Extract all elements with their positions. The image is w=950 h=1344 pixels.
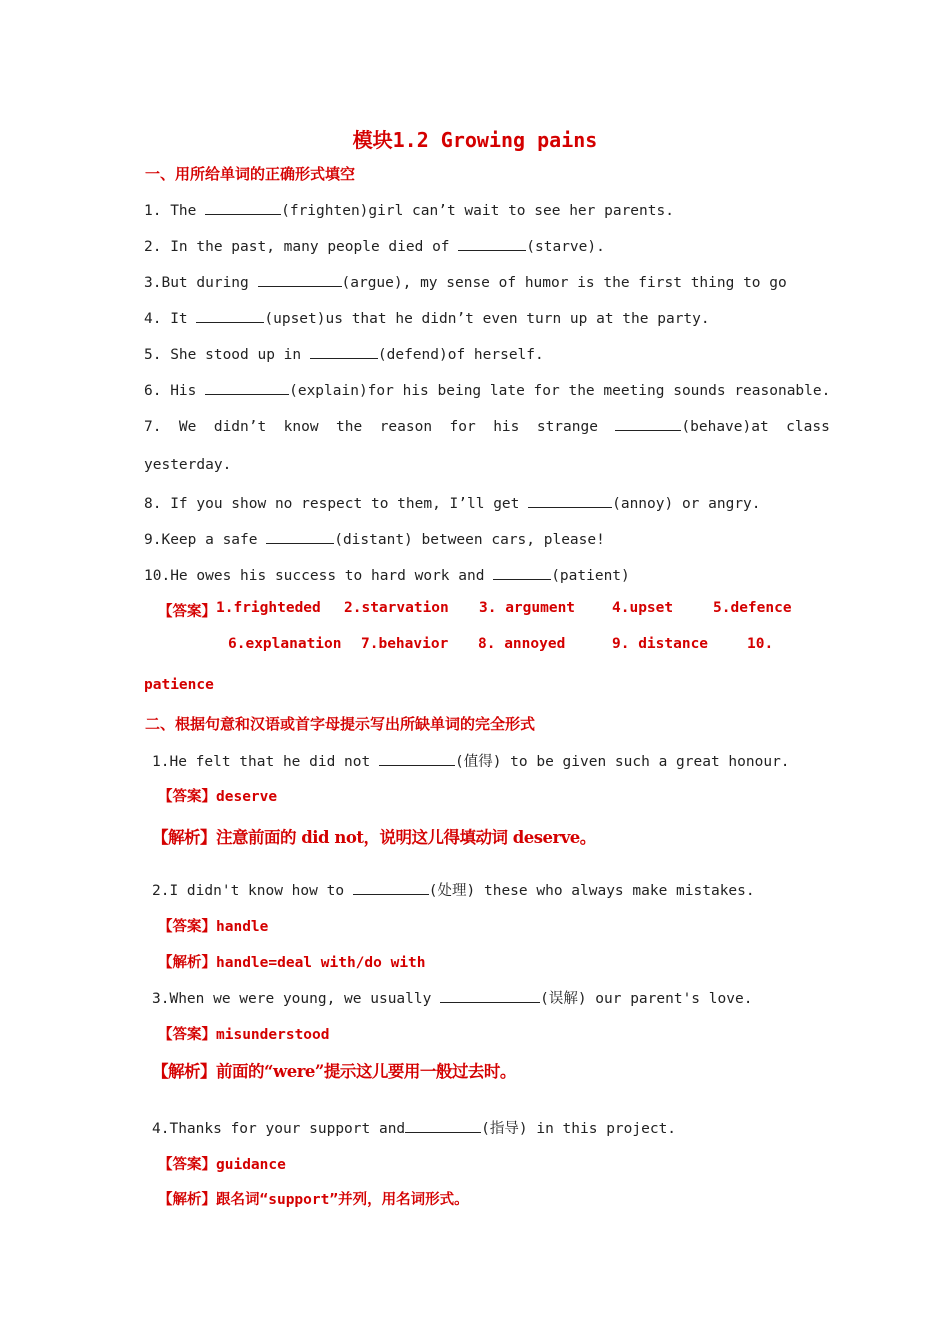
- question-text: 2. In the past, many people died of: [144, 239, 459, 255]
- question-s2-3: [152, 987, 752, 1008]
- question-text: (starve).: [526, 239, 605, 255]
- question-text: (frighten)girl can’t wait to see her parents.: [281, 203, 674, 219]
- answer-item: 8. annoyed: [478, 636, 566, 652]
- answer-blank: [205, 380, 289, 395]
- answer-item: 3. argument: [479, 600, 576, 616]
- answer-item: 1.frighteded: [216, 600, 321, 616]
- analysis-line: [158, 951, 426, 972]
- question-text: 4. It: [144, 311, 197, 327]
- answer-item: 7.behavior: [361, 636, 449, 652]
- analysis-line: [152, 1058, 516, 1082]
- question-text: (upset)us that he didn’t even turn up at the party.: [264, 311, 710, 327]
- analysis-line: [158, 1188, 469, 1209]
- question-text: 10.He owes his success to hard work and: [144, 568, 494, 584]
- question-text: (指导) in this project.: [481, 1121, 677, 1137]
- question-text: (defend)of herself.: [377, 347, 544, 363]
- question-5: [144, 344, 544, 363]
- answer-blank: [205, 200, 281, 215]
- answer-value: handle: [216, 919, 269, 935]
- question-text: 4.Thanks for your support and: [152, 1121, 406, 1137]
- page-title: 模块1.2 Growing pains: [352, 128, 598, 152]
- answer-blank: [353, 880, 429, 895]
- question-7: [144, 416, 830, 435]
- answer-line: [158, 915, 268, 936]
- question-text: 3.When we were young, we usually: [152, 991, 441, 1007]
- question-10: [144, 565, 630, 584]
- question-text: (处理) these who always make mistakes.: [428, 883, 755, 899]
- question-text: (explain)for his being late for the meeting sounds reasonable.: [289, 383, 831, 399]
- question-4: [144, 308, 710, 327]
- question-text: (误解) our parent's love.: [540, 991, 753, 1007]
- question-6: [144, 380, 830, 399]
- question-3: [144, 272, 787, 291]
- answer-item: 4.upset: [612, 600, 674, 616]
- section-heading-1: 一、用所给单词的正确形式填空: [145, 165, 356, 183]
- answer-blank: [615, 416, 681, 431]
- answer-label: 【答案】: [158, 919, 216, 935]
- answer-value: misunderstood: [216, 1027, 330, 1043]
- question-text: 2.I didn't know how to: [152, 883, 353, 899]
- answer-item: 2.starvation: [344, 600, 449, 616]
- question-text: 1.He felt that he did not: [152, 754, 379, 770]
- answer-blank: [258, 272, 342, 287]
- answer-label: 【答案】: [158, 1027, 216, 1043]
- section-heading-2: 二、根据句意和汉语或首字母提示写出所缺单词的完全形式: [145, 715, 536, 733]
- analysis-label: 【解析】: [158, 1192, 216, 1208]
- question-7-continued: yesterday.: [144, 457, 232, 473]
- answer-blank: [440, 988, 540, 1003]
- question-text: 9.Keep a safe: [144, 532, 267, 548]
- question-9: [144, 529, 605, 548]
- question-text: (patient): [551, 568, 630, 584]
- answer-label: 【答案】: [158, 604, 216, 620]
- question-text: (argue), my sense of humor is the first thing to go: [341, 275, 787, 291]
- answer-item: 5.defence: [713, 600, 792, 616]
- answer-blank: [528, 493, 612, 508]
- question-text: 5. She stood up in: [144, 347, 310, 363]
- answer-item: patience: [144, 677, 214, 693]
- analysis-text: 跟名词“support”并列，用名词形式。: [216, 1192, 469, 1208]
- question-text: 3.But during: [144, 275, 258, 291]
- question-text: 1. The: [144, 203, 206, 219]
- question-s2-4: [152, 1117, 676, 1138]
- analysis-line: [152, 824, 596, 848]
- answer-label: 【答案】: [158, 789, 216, 805]
- answer-line: [158, 785, 277, 806]
- analysis-label: 【解析】: [158, 955, 216, 971]
- answer-blank: [493, 565, 551, 580]
- answer-value: guidance: [216, 1157, 286, 1173]
- analysis-text: handle=deal with/do with: [216, 955, 426, 971]
- question-text: (distant) between cars, please!: [334, 532, 605, 548]
- answer-blank: [379, 751, 455, 766]
- question-8: [144, 493, 761, 512]
- answer-item: 9. distance: [612, 636, 709, 652]
- question-1: [144, 200, 674, 219]
- analysis-label: 【解析】: [152, 828, 216, 847]
- analysis-label: 【解析】: [152, 1062, 216, 1081]
- question-text: 6. His: [144, 383, 206, 399]
- question-2: [144, 236, 605, 255]
- question-text: 7. We didn’t know the reason for his strange: [144, 419, 616, 435]
- answer-label: 【答案】: [158, 1157, 216, 1173]
- analysis-text: 注意前面的 did not，说明这儿得填动词 deserve。: [216, 828, 596, 847]
- answer-blank: [405, 1118, 481, 1133]
- question-text: 8. If you show no respect to them, I’ll get: [144, 496, 529, 512]
- answer-blank: [196, 308, 264, 323]
- question-text: (behave)at class: [681, 419, 830, 435]
- answer-item: 10.: [747, 636, 774, 652]
- question-text: (annoy) or angry.: [612, 496, 761, 512]
- answer-blank: [266, 529, 334, 544]
- question-s2-1: [152, 750, 790, 771]
- analysis-text: 前面的“were”提示这儿要用一般过去时。: [216, 1062, 516, 1081]
- answer-blank: [458, 236, 526, 251]
- answer-blank: [310, 344, 378, 359]
- answer-line: [158, 1023, 330, 1044]
- answer-value: deserve: [216, 789, 278, 805]
- answer-item: 6.explanation: [228, 636, 342, 652]
- answer-line: [158, 1153, 286, 1174]
- question-s2-2: [152, 879, 755, 900]
- question-text: (值得) to be given such a great honour.: [454, 754, 790, 770]
